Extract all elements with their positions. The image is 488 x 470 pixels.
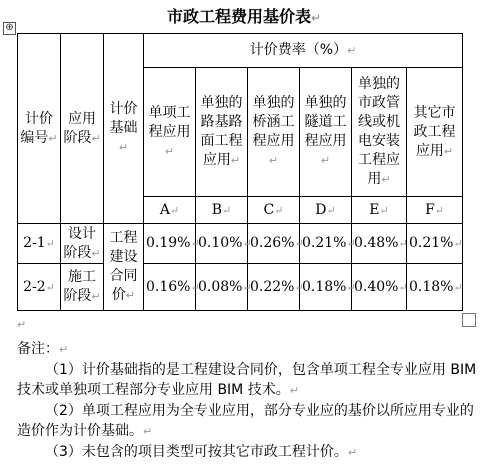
- table-resize-handle[interactable]: [462, 313, 476, 327]
- letter-b: B↵: [196, 197, 248, 224]
- row-code: 2-2↵: [18, 264, 61, 311]
- rate-cell: 0.21%↵: [407, 224, 463, 264]
- table-move-handle-icon[interactable]: ⊕: [3, 22, 16, 35]
- letter-d: D↵: [300, 197, 352, 224]
- rate-col-d: 单独的隧道工程应用↵: [300, 68, 352, 197]
- rate-col-a: 单项工程应用↵: [144, 68, 196, 197]
- rate-cell: 0.18%↵: [407, 264, 463, 311]
- paragraph-mark: ↵: [310, 11, 322, 25]
- title-text: 市政工程费用基价表: [166, 7, 311, 26]
- rate-cell: 0.19%↵: [144, 224, 196, 264]
- notes-heading: 备注：↵: [17, 341, 69, 357]
- rate-cell: 0.22%↵: [248, 264, 300, 311]
- rate-cell: 0.26%↵: [248, 224, 300, 264]
- rate-cell: 0.16%↵: [144, 264, 196, 311]
- row-code: 2-1↵: [18, 224, 61, 264]
- rate-col-f: 其它市政工程应用↵: [407, 68, 463, 197]
- letter-a: A↵: [144, 197, 196, 224]
- rate-cell: 0.21%↵: [300, 224, 352, 264]
- letter-f: F↵: [407, 197, 463, 224]
- rate-cell: 0.40%↵: [352, 264, 407, 311]
- table-row: [18, 264, 463, 311]
- fee-table: [17, 33, 463, 311]
- rate-cell: 0.48%↵: [352, 224, 407, 264]
- letter-c: C↵: [248, 197, 300, 224]
- header-basis: 计价基础↵: [104, 34, 144, 224]
- table-title: [0, 6, 488, 29]
- rate-cell: 0.10%↵: [196, 224, 248, 264]
- rate-cell: 0.08%↵: [196, 264, 248, 311]
- rate-cell: 0.18%↵: [300, 264, 352, 311]
- paragraph-mark: ↵: [17, 318, 27, 331]
- header-code: 计价编号↵: [18, 34, 61, 224]
- row-basis: 工程建设合同价↵: [104, 224, 144, 311]
- rate-col-b: 单独的路基路面工程应用↵: [196, 68, 248, 197]
- note-item: （1）计价基础指的是工程建设合同价，包含单项工程全专业应用 BIM 技术或单独项工程部分专业应用 BIM 技术。↵: [17, 362, 477, 398]
- note-item: （3）未包含的项目类型可按其它市政工程计价。↵: [45, 444, 358, 460]
- notes-section: [17, 339, 477, 463]
- rate-col-c: 单独的桥涵工程应用↵: [248, 68, 300, 197]
- rate-col-e: 单独的市政管线或机电安装工程应用↵: [352, 68, 407, 197]
- header-rate: 计价费率（%）↵: [144, 34, 463, 68]
- letter-e: E↵: [352, 197, 407, 224]
- table-row: [18, 224, 463, 264]
- header-stage: 应用阶段↵: [61, 34, 104, 224]
- note-item: （2）单项工程应用为全专业应用，部分专业应的基价以所应用专业的造价作为计价基础。↵: [17, 403, 474, 439]
- row-stage: 施工阶段↵: [61, 264, 104, 311]
- row-stage: 设计阶段↵: [61, 224, 104, 264]
